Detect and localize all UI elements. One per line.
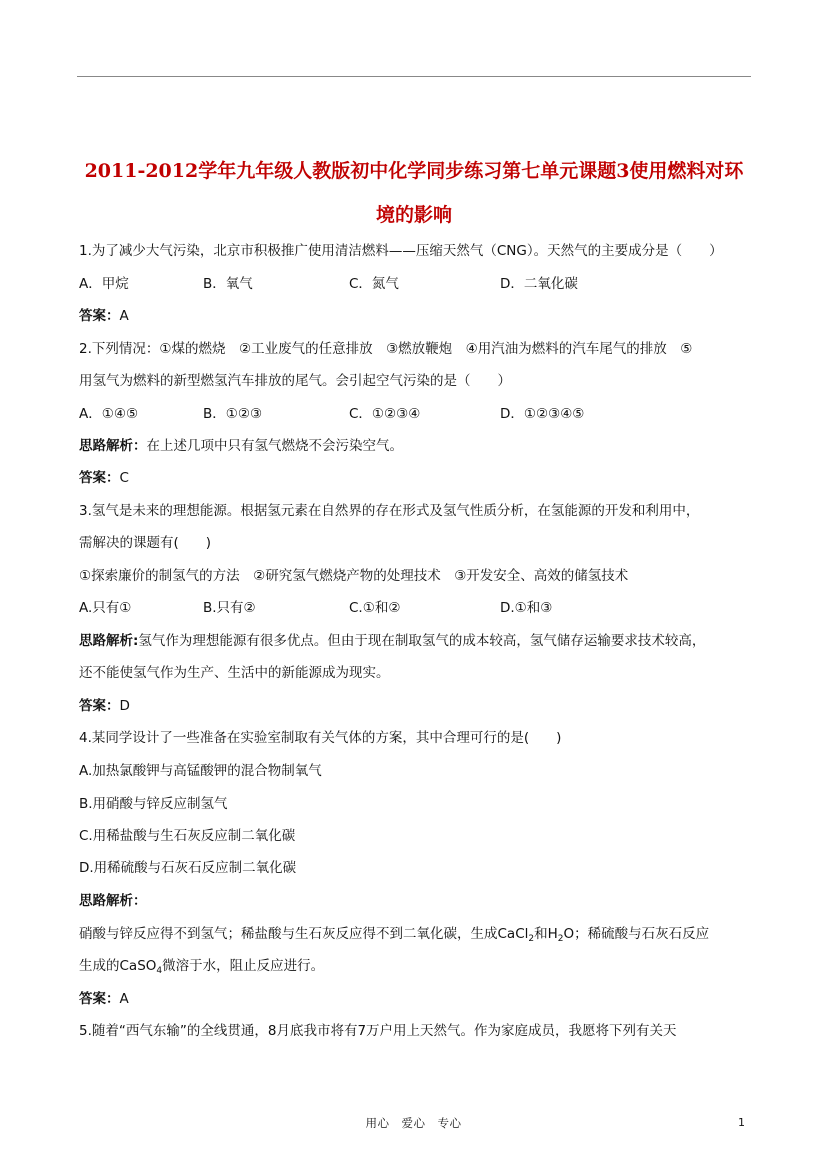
q1-option-a: A．甲烷 [79, 276, 129, 292]
analysis-text: 在上述几项中只有氢气燃烧不会污染空气。 [146, 438, 403, 454]
q4-option-b: B.用硝酸与锌反应制氢气 [79, 796, 228, 812]
q4-stem: 4.某同学设计了一些准备在实验室制取有关气体的方案，其中合理可行的是( ) [79, 730, 562, 746]
q2-option-d: D．①②③④⑤ [500, 406, 585, 422]
q1-stem: 1.为了减少大气污染，北京市积极推广使用清洁燃料——压缩天然气（CNG）。天然气的主要成分是（ ） [79, 243, 723, 259]
q1-answer [79, 307, 129, 325]
q4-option-a: A.加热氯酸钾与高锰酸钾的混合物制氧气 [79, 763, 322, 779]
analysis-text-c: O；稀硫酸与石灰石反应 [563, 926, 710, 942]
subscript: 2 [528, 934, 535, 944]
q2-option-c: C．①②③④ [349, 406, 421, 422]
analysis-text-b: 微溶于水，阻止反应进行。 [162, 958, 325, 974]
q4-option-c: C.用稀盐酸与生石灰反应制二氧化碳 [79, 828, 296, 844]
q3-analysis-line-2: 还不能使氢气作为生产、生活中的新能源成为现实。 [79, 665, 390, 681]
q3-items: ①探索廉价的制氢气的方法 ②研究氢气燃烧产物的处理技术 ③开发安全、高效的储氢技术 [79, 568, 629, 584]
answer-label: 答案： [79, 470, 120, 486]
q4-analysis-line-2 [79, 957, 324, 975]
answer-value: C [119, 470, 129, 486]
q4-analysis-label: 思路解析： [79, 893, 147, 909]
analysis-text: 氢气作为理想能源有很多优点。但由于现在制取氢气的成本较高，氢气储存运输要求技术较高， [138, 633, 706, 649]
q4-option-d: D.用稀硫酸与石灰石反应制二氧化碳 [79, 860, 297, 876]
subscript: 2 [557, 934, 564, 944]
q3-answer [79, 697, 130, 715]
analysis-label: 思路解析: [79, 633, 139, 649]
document-title-line-1: 2011-2012学年九年级人教版初中化学同步练习第七单元课题3使用燃料对环 [84, 160, 744, 182]
analysis-label: 思路解析： [79, 438, 147, 454]
q3-stem-line-1: 3.氢气是未来的理想能源。根据氢元素在自然界的存在形式及氢气性质分析，在氢能源的开发和利用中， [79, 503, 700, 519]
q3-option-d: D.①和③ [500, 600, 553, 616]
answer-value: D [119, 698, 130, 714]
q2-stem-line-1: 2.下列情况：①煤的燃烧 ②工业废气的任意排放 ③燃放鞭炮 ④用汽油为燃料的汽车尾气的排放 ⑤ [79, 341, 693, 357]
q2-option-b: B．①②③ [203, 406, 263, 422]
header-rule [77, 76, 751, 77]
q3-analysis-line-1 [79, 632, 705, 650]
q3-option-a: A.只有① [79, 600, 132, 616]
answer-label: 答案： [79, 308, 120, 324]
q2-stem-line-2: 用氢气为燃料的新型燃氢汽车排放的尾气。会引起空气污染的是（ ） [79, 373, 511, 389]
q1-option-d: D．二氧化碳 [500, 276, 578, 292]
analysis-text-a: 生成的CaSO [79, 958, 157, 974]
answer-value: A [119, 308, 129, 324]
analysis-text-a: 硝酸与锌反应得不到氢气；稀盐酸与生石灰反应得不到二氧化碳，生成CaCl [79, 926, 529, 942]
q4-analysis-line-1 [79, 925, 709, 943]
answer-value: A [119, 991, 129, 1007]
q1-option-c: C．氮气 [349, 276, 399, 292]
q2-analysis [79, 437, 403, 455]
analysis-text-b: 和H [534, 926, 558, 942]
q4-answer [79, 990, 129, 1008]
q3-stem-line-2: 需解决的课题有( ) [79, 535, 212, 551]
answer-label: 答案： [79, 991, 120, 1007]
q3-option-b: B.只有② [203, 600, 256, 616]
page-footer: 用心 爱心 专心 [365, 1116, 462, 1130]
q5-stem: 5.随着“西气东输”的全线贯通，8月底我市将有7万户用上天然气。作为家庭成员，我愿将下列有关天 [79, 1023, 677, 1039]
q2-answer [79, 469, 129, 487]
answer-label: 答案： [79, 698, 120, 714]
page-number: 1 [738, 1116, 745, 1129]
q3-option-c: C.①和② [349, 600, 401, 616]
document-title-line-2: 境的影响 [375, 204, 452, 226]
q1-option-b: B．氧气 [203, 276, 253, 292]
subscript: 4 [156, 966, 163, 976]
q2-option-a: A．①④⑤ [79, 406, 139, 422]
